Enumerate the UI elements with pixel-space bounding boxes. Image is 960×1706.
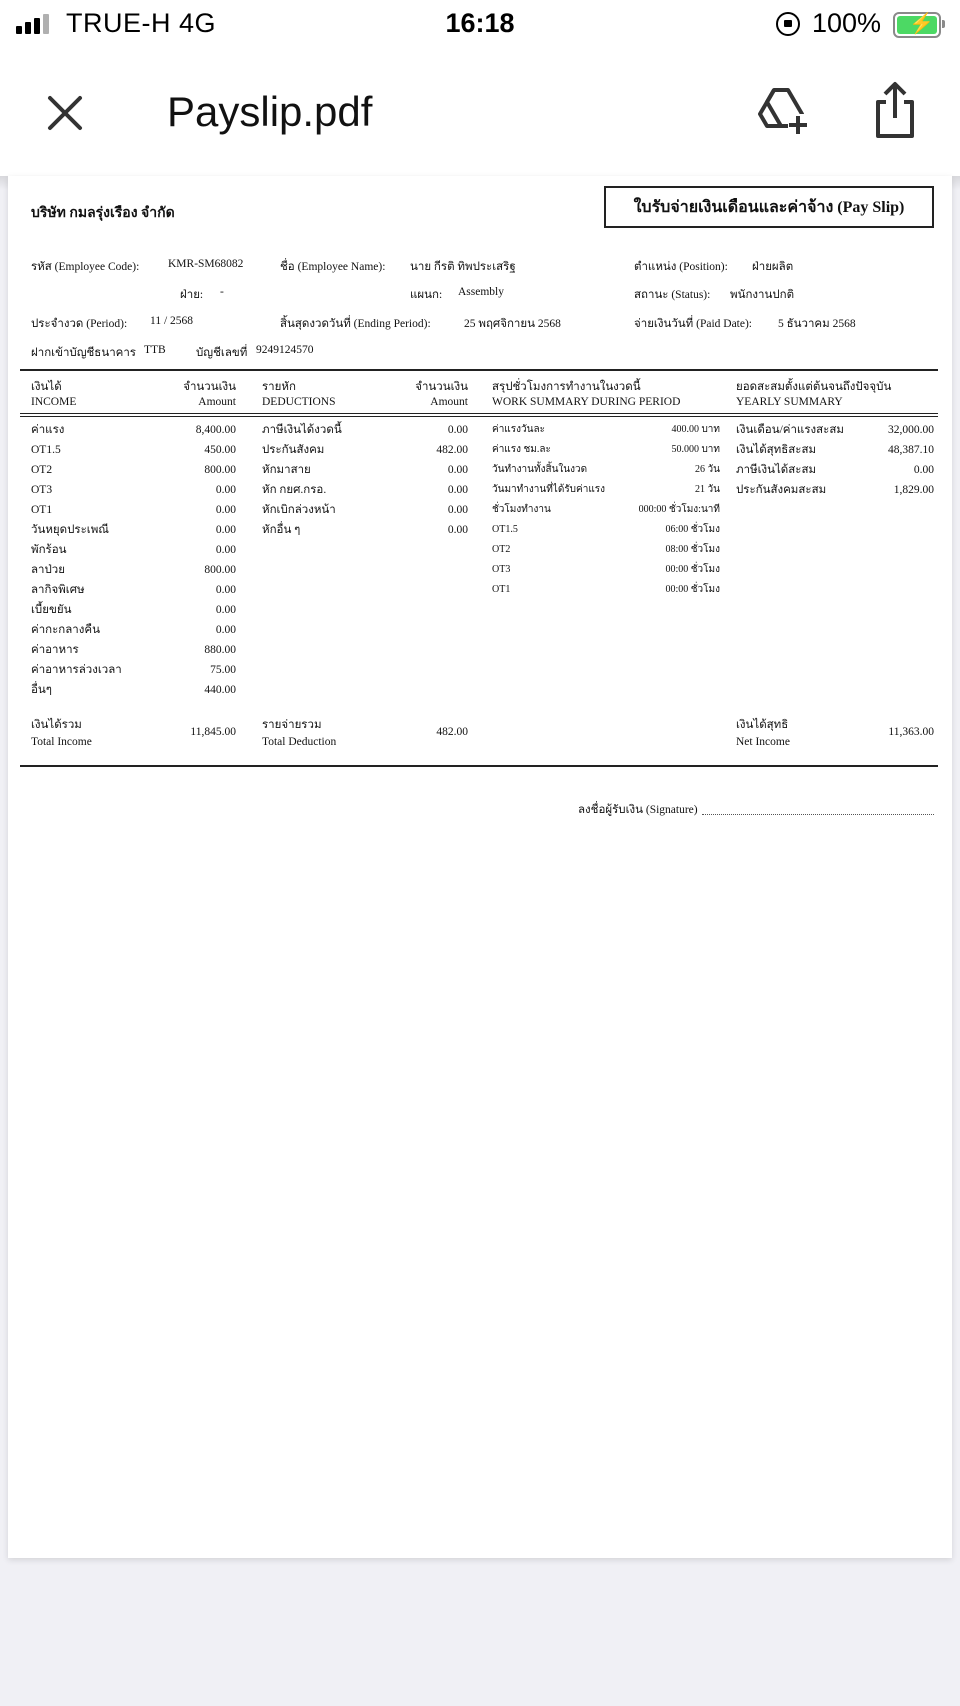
table-row: ประกันสังคม 482.00: [262, 444, 468, 456]
account-label: บัญชีเลขที่: [196, 347, 248, 359]
payslip-title: ใบรับจ่ายเงินเดือนและค่าจ้าง (Pay Slip): [604, 186, 934, 228]
amount2-header-th: จำนวนเงิน: [415, 381, 468, 393]
header-rule-2: [20, 416, 938, 417]
employee-name: นาย กีรติ ทิพประเสริฐ: [410, 261, 516, 273]
income-list: [31, 420, 236, 700]
division-label: ฝ่าย:: [180, 289, 204, 301]
ending-period-label: สิ้นสุดงวดวันที่ (Ending Period):: [280, 318, 431, 330]
amount-header-en: Amount: [198, 396, 236, 408]
yearly-summary-header-th: ยอดสะสมตั้งแต่ต้นจนถึงปัจจุบัน: [736, 381, 892, 393]
signature-line: [702, 814, 934, 815]
yearly-summary-list: [736, 420, 934, 500]
viewer-toolbar: [0, 50, 960, 176]
table-row: OT3 0.00: [31, 484, 236, 496]
table-top-rule: [20, 369, 938, 371]
add-to-drive-icon: [756, 84, 810, 138]
carrier-label: TRUE-H 4G: [66, 8, 217, 38]
table-row: ลากิจพิเศษ 0.00: [31, 584, 236, 596]
list-item: เงินเดือน/ค่าแรงสะสม 32,000.00: [736, 424, 934, 436]
employee-code-label: รหัส (Employee Code):: [31, 261, 140, 273]
table-row: หัก กยศ.กรอ. 0.00: [262, 484, 468, 496]
list-item: ค่าแรง ชม.ละ 50.000 บาท: [492, 444, 720, 455]
paid-date-label: จ่ายเงินวันที่ (Paid Date):: [634, 318, 752, 330]
department: Assembly: [458, 286, 504, 298]
division: -: [220, 286, 224, 298]
table-row: วันหยุดประเพณี 0.00: [31, 524, 236, 536]
bank-label: ฝากเข้าบัญชีธนาคาร: [31, 347, 136, 359]
list-item: ภาษีเงินได้สะสม 0.00: [736, 464, 934, 476]
table-row: หักอื่น ๆ 0.00: [262, 524, 468, 536]
rotation-lock-icon: [776, 12, 800, 36]
net-income-label-en: Net Income: [736, 736, 790, 748]
document-title: Payslip.pdf: [167, 88, 373, 135]
table-row: ค่าแรง 8,400.00: [31, 424, 236, 436]
work-summary-list: [492, 420, 720, 600]
status: พนักงานปกติ: [730, 289, 795, 301]
income-header-th: เงินได้: [31, 381, 62, 393]
company-name: บริษัท กมลรุ่งเรือง จำกัด: [31, 206, 175, 221]
period-label: ประจำงวด (Period):: [31, 318, 128, 330]
net-income-label-th: เงินได้สุทธิ: [736, 719, 789, 731]
table-row: ค่าอาหารล่วงเวลา 75.00: [31, 664, 236, 676]
table-row: OT2 800.00: [31, 464, 236, 476]
table-row: OT1.5 450.00: [31, 444, 236, 456]
ending-period: 25 พฤศจิกายน 2568: [464, 318, 561, 330]
table-row: เบี้ยขยัน 0.00: [31, 604, 236, 616]
department-label: แผนก:: [410, 289, 443, 301]
yearly-summary-header-en: YEARLY SUMMARY: [736, 396, 843, 408]
amount-header-th: จำนวนเงิน: [183, 381, 236, 393]
status-bar: [0, 0, 960, 50]
close-button[interactable]: [42, 90, 88, 136]
table-row: ลาป่วย 800.00: [31, 564, 236, 576]
clock: 16:18: [445, 8, 515, 38]
list-item: OT2 08:00 ชั่วโมง: [492, 544, 720, 555]
status-label: สถานะ (Status):: [634, 289, 711, 301]
net-income-value: 11,363.00: [888, 726, 934, 738]
amount2-header-en: Amount: [430, 396, 468, 408]
total-deduction-label-en: Total Deduction: [262, 736, 337, 748]
deductions-list: [262, 420, 468, 540]
list-item: OT1.5 06:00 ชั่วโมง: [492, 524, 720, 535]
list-item: ชั่วโมงทำงาน 000:00 ชั่วโมง:นาที: [492, 504, 720, 515]
paid-date: 5 ธันวาคม 2568: [778, 318, 856, 330]
add-to-drive-button[interactable]: [756, 84, 810, 138]
work-summary-header-th: สรุปชั่วโมงการทำงานในงวดนี้: [492, 381, 641, 393]
signature-label: ลงชื่อผู้รับเงิน (Signature): [578, 804, 698, 816]
table-row: ภาษีเงินได้งวดนี้ 0.00: [262, 424, 468, 436]
table-row: อื่นๆ 440.00: [31, 684, 236, 696]
list-item: OT1 00:00 ชั่วโมง: [492, 584, 720, 595]
total-income-label-en: Total Income: [31, 736, 92, 748]
work-summary-header-en: WORK SUMMARY DURING PERIOD: [492, 396, 681, 408]
table-row: ค่าอาหาร 880.00: [31, 644, 236, 656]
list-item: ประกันสังคมสะสม 1,829.00: [736, 484, 934, 496]
total-income-value: 11,845.00: [190, 726, 236, 738]
list-item: OT3 00:00 ชั่วโมง: [492, 564, 720, 575]
bank: TTB: [144, 344, 166, 356]
total-income-label-th: เงินได้รวม: [31, 719, 82, 731]
income-header-en: INCOME: [31, 396, 77, 408]
header-rule-1: [20, 413, 938, 414]
table-row: OT1 0.00: [31, 504, 236, 516]
share-icon: [872, 80, 918, 140]
list-item: ค่าแรงวันละ 400.00 บาท: [492, 424, 720, 435]
list-item: เงินได้สุทธิสะสม 48,387.10: [736, 444, 934, 456]
table-row: พักร้อน 0.00: [31, 544, 236, 556]
total-deduction-value: 482.00: [436, 726, 468, 738]
pdf-page[interactable]: [8, 176, 952, 1558]
table-row: ค่ากะกลางคืน 0.00: [31, 624, 236, 636]
battery-icon: ⚡: [893, 12, 941, 38]
position: ฝ่ายผลิต: [752, 261, 794, 273]
battery-percentage: 100%: [812, 8, 882, 38]
employee-code: KMR-SM68082: [168, 258, 244, 270]
close-icon: [42, 90, 88, 136]
employee-name-label: ชื่อ (Employee Name):: [280, 261, 386, 273]
account-number: 9249124570: [256, 344, 314, 356]
list-item: วันมาทำงานที่ได้รับค่าแรง 21 วัน: [492, 484, 720, 495]
table-row: หักมาสาย 0.00: [262, 464, 468, 476]
table-row: หักเบิกล่วงหน้า 0.00: [262, 504, 468, 516]
position-label: ตำแหน่ง (Position):: [634, 261, 728, 273]
list-item: วันทำงานทั้งสิ้นในงวด 26 วัน: [492, 464, 720, 475]
total-deduction-label-th: รายจ่ายรวม: [262, 719, 322, 731]
period: 11 / 2568: [150, 315, 194, 327]
table-bottom-rule: [20, 765, 938, 767]
share-button[interactable]: [872, 80, 918, 140]
deductions-header-en: DEDUCTIONS: [262, 396, 336, 408]
deductions-header-th: รายหัก: [262, 381, 296, 393]
